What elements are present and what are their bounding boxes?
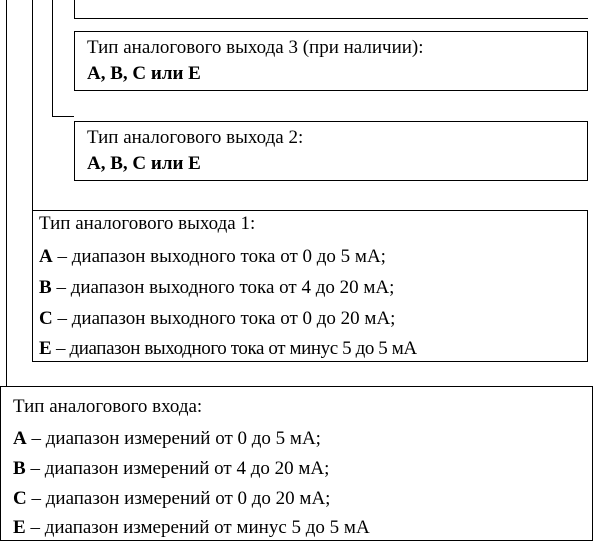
- output1-item-b: [39, 277, 394, 299]
- input-box: [0, 386, 593, 541]
- output1-item-c: [39, 308, 395, 330]
- output1-box: [32, 210, 588, 362]
- input-item-c-code: C: [13, 488, 27, 509]
- connector-input-vertical: [6, 0, 7, 386]
- connector-output1-vertical: [32, 0, 33, 210]
- output1-title: Тип аналогового выхода 1:: [39, 213, 256, 234]
- input-item-c: [13, 488, 330, 510]
- output3-box: [74, 31, 588, 91]
- output3-options: A, B, C или E: [87, 63, 201, 84]
- input-item-b-code: B: [13, 458, 26, 479]
- output2-box: [74, 121, 588, 181]
- input-item-c-text: – диапазон измерений от 0 до 20 мА;: [26, 488, 331, 509]
- input-item-e-text: – диапазон измерений от минус 5 до 5 мА: [25, 517, 370, 538]
- output1-item-e: [39, 338, 417, 360]
- output1-item-e-text: – диапазон выходного тока от минус 5 до 5 мА: [51, 338, 417, 359]
- input-item-e-code: E: [13, 517, 26, 538]
- output2-options: A, B, C или E: [87, 153, 201, 174]
- connector-output3-vertical: [74, 0, 75, 18]
- input-item-a: [13, 428, 321, 450]
- input-item-e: [13, 517, 370, 539]
- output1-item-c-text: – диапазон выходного тока от 0 до 20 мА;: [52, 308, 396, 329]
- output1-item-b-text: – диапазон выходного тока от 4 до 20 мА;: [51, 277, 395, 298]
- output1-item-a-code: A: [39, 246, 53, 267]
- input-item-b: [13, 458, 329, 480]
- output1-item-b-code: B: [39, 277, 52, 298]
- output3-title: Тип аналогового выхода 3 (при наличии):: [87, 37, 424, 58]
- output2-title: Тип аналогового выхода 2:: [87, 127, 304, 148]
- input-title: Тип аналогового входа:: [13, 396, 203, 417]
- input-item-b-text: – диапазон измерений от 4 до 20 мА;: [25, 458, 330, 479]
- input-item-a-code: A: [13, 428, 27, 449]
- output1-item-e-code: E: [39, 338, 52, 359]
- connector-output3-horizontal: [74, 18, 588, 19]
- output1-item-a-text: – диапазон выходного тока от 0 до 5 мА;: [52, 246, 386, 267]
- input-item-a-text: – диапазон измерений от 0 до 5 мА;: [26, 428, 321, 449]
- connector-output2-vertical: [52, 0, 53, 116]
- connector-output2-horizontal: [52, 116, 74, 117]
- output1-item-c-code: C: [39, 308, 53, 329]
- output1-item-a: [39, 246, 386, 268]
